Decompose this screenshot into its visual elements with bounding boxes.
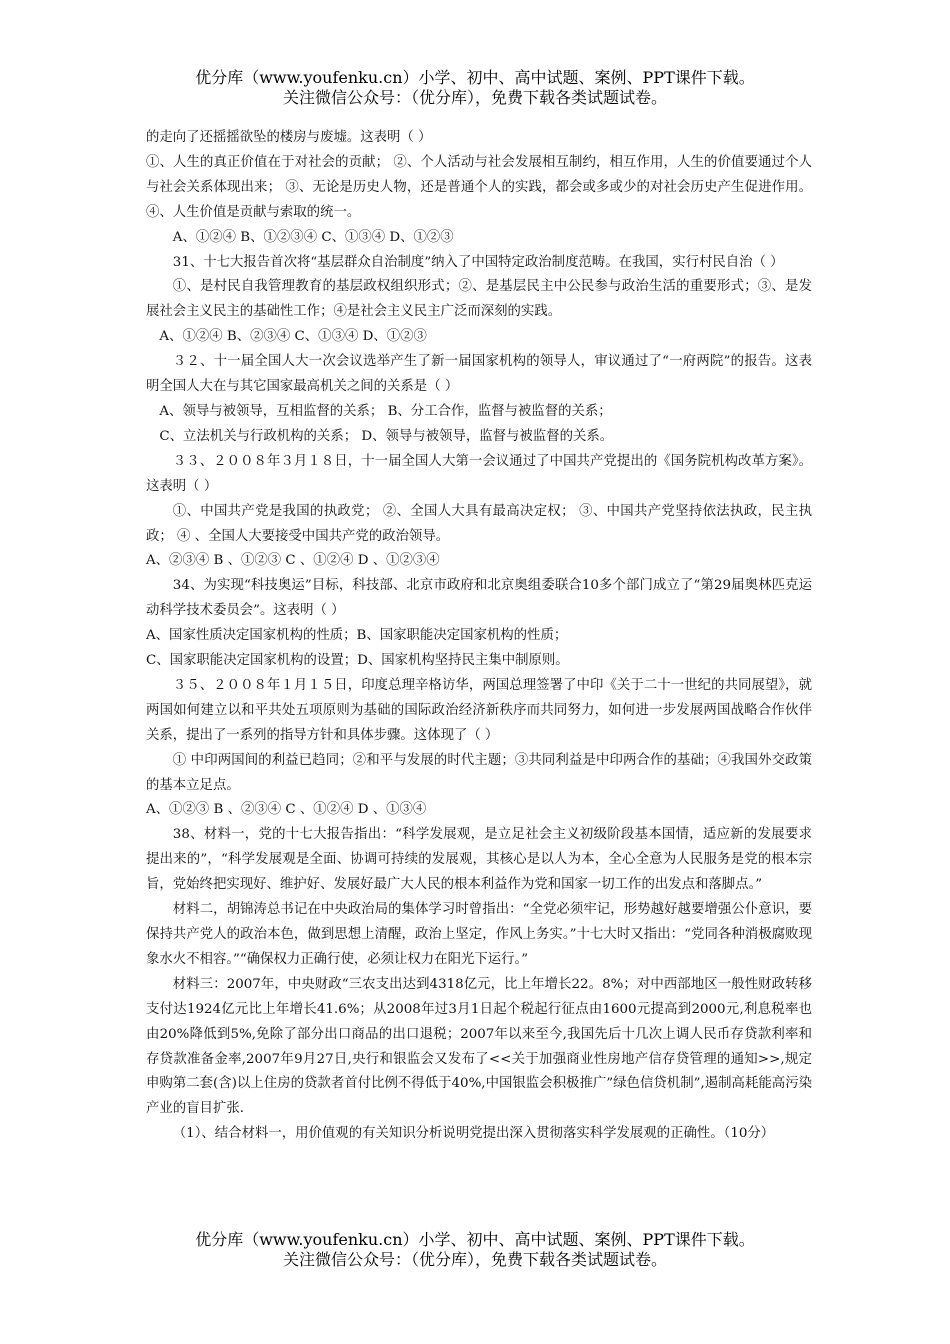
footer-line-2: 关注微信公众号：（优分库），免费下载各类试题试卷。	[282, 1250, 667, 1269]
page-footer	[0, 1230, 950, 1270]
paragraph-q33-stem: ３３、２００８年３月１８日，十一届全国人大第一会议通过了中国共产党提出的《国务院机构改革方案》。这表明（ ）	[146, 453, 812, 494]
header-line-2: 关注微信公众号：（优分库），免费下载各类试题试卷。	[282, 88, 667, 107]
q33-options: A、②③④ B 、①②③ C 、①②④ D 、①②③④	[146, 553, 440, 569]
paragraph-q33-statements: ①、中国共产党是我国的执政党； ②、全国人大具有最高决定权； ③、中国共产党坚持依法执政，民主执政； ④ 、全国人大要接受中国共产党的政治领导。	[146, 503, 812, 544]
paragraph-q32-stem: ３２、十一届全国人大一次会议选举产生了新一届国家机构的领导人，审议通过了“一府两院”的报告。这表明全国人大在与其它国家最高机关之间的关系是（ ）	[146, 354, 812, 395]
paragraph-q38-material-2: 材料二，胡锦涛总书记在中央政治局的集体学习时曾指出：“全党必须牢记，形势越好越要增强公仆意识，要保持共产党人的政治本色，做到思想上清醒，政治上坚定，作风上务实。”十七大时又指出：“党同各种消极腐败现象水火不相容。”“确保权力正确行使，必须让权力在阳光下运行。”	[146, 902, 812, 967]
q30-options: A、①②④ B、①②③④ C、①③④ D、①②③	[172, 229, 454, 245]
q35-options: A、①②③ B 、②③④ C 、①②④ D 、①③④	[146, 802, 427, 818]
q34-options-ab: A、国家性质决定国家机构的性质；B、国家职能决定国家机构的性质；	[146, 628, 568, 644]
paragraph-q30-statements: ①、人生的真正价值在于对社会的贡献； ②、个人活动与社会发展相互制约，相互作用，人生的价值要通过个人与社会关系体现出来； ③、无论是历史人物，还是普通个人的实践，都会或多或少的对社会历史产生促进作用。 ④、人生价值是贡献与索取的统一。	[146, 154, 812, 220]
paragraph-q35-statements: ① 中印两国间的利益已趋同；②和平与发展的时代主题；③共同利益是中印两合作的基础；④我国外交政策的基本立足点。	[146, 752, 812, 793]
q34-options-cd: C、国家职能决定国家机构的设置；D、国家机构坚持民主集中制原则。	[146, 653, 569, 669]
paragraph-q34-stem: 34、为实现“科技奥运”目标，科技部、北京市政府和北京奥组委联合10多个部门成立了“第29届奥林匹克运动科学技术委员会”。这表明（ ）	[146, 578, 812, 619]
paragraph-q35-stem: ３５、２００８年１月１５日，印度总理辛格访华，两国总理签署了中印《关于二十一世纪的共同展望》，就两国如何建立以和平共处五项原则为基础的国际政治经济新秩序而共同努力，如何进一步发展两国战略合作伙伴关系，提出了一系列的指导方针和具体步骤。这体现了（ ）	[146, 677, 812, 743]
paragraph-q31-statements: ①、是村民自我管理教育的基层政权组织形式；②、是基层民主中公民参与政治生活的重要形式；③、是发展社会主义民主的基础性工作；④是社会主义民主广泛而深刻的实践。	[146, 279, 812, 320]
paragraph-q38-material-3: 材料三：2007年，中央财政“三农支出达到4318亿元，比上年增长22。8%；对中西部地区一般性财政转移支付达1924亿元比上年增长41.6%；从2008年过3月1日起个税起行征点由1600元提高到2000元,利息税率也由20%降低到5%,免除了部分出口商品的出口退税；2007年以来至今,我国先后十几次上调人民币存贷款利率和存贷款准备金率,2007年9月27日,央行和银监会又发布了<<关于加强商业性房地产信存贷管理的通知>>,规定申购第二套(含)以上住房的贷款者首付比例不得低于40%,中国银监会积极推广”绿色信贷机制”,遏制高耗能高污染产业的盲目扩张.	[146, 976, 812, 1117]
page-header	[0, 68, 950, 108]
footer-line-1: 优分库（www.youfenku.cn）小学、初中、高中试题、案例、PPT课件下载。	[195, 1230, 755, 1249]
paragraph-q38-material-1: 38、材料一，党的十七大报告指出：“科学发展观，是立足社会主义初级阶段基本国情，适应新的发展要求提出来的”，“科学发展观是全面、协调可持续的发展观，其核心是以人为本，全心全意为人民服务是党的根本宗旨，党始终把实现好、维护好、发展好最广大人民的根本利益作为党和国家一切工作的出发点和落脚点。”	[146, 827, 812, 893]
header-line-1: 优分库（www.youfenku.cn）小学、初中、高中试题、案例、PPT课件下载。	[195, 68, 755, 87]
document-body	[146, 126, 812, 1147]
paragraph-q38-question-1: （1）、结合材料一，用价值观的有关知识分析说明党提出深入贯彻落实科学发展观的正确性。（10分）	[172, 1126, 775, 1142]
paragraph-q30-stem-end: 的走向了还摇摇欲坠的楼房与废墟。这表明（ ）	[146, 130, 432, 145]
paragraph-q31-stem: 31、十七大报告首次将“基层群众自治制度”纳入了中国特定政治制度范畴。在我国，实行村民自治（ ）	[172, 254, 784, 270]
q32-options-ab: A、领导与被领导，互相监督的关系； B、分工合作，监督与被监督的关系；	[159, 403, 612, 419]
q31-options: A、①②④ B、②③④ C、①③④ D、①②③	[159, 329, 427, 345]
q32-options-cd: C、立法机关与行政机构的关系； D、领导与被领导，监督与被监督的关系。	[159, 428, 614, 444]
